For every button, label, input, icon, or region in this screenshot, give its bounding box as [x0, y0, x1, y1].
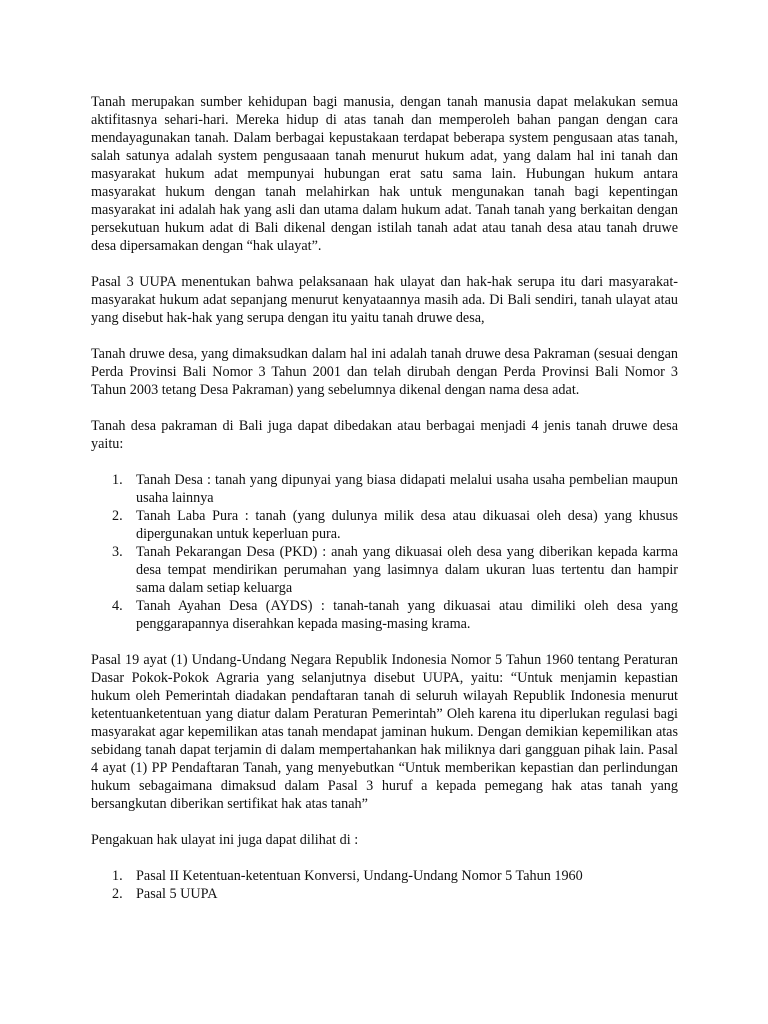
list-item — [91, 597, 678, 633]
list-item-text: Pasal 5 UUPA — [136, 886, 218, 902]
list-item-text: Tanah Ayahan Desa (AYDS) : tanah-tanah yang dikuasai atau dimiliki oleh desa yang penggarapannya diserahkan kepada masing-masing krama. — [136, 598, 678, 632]
list-item — [91, 543, 678, 597]
middle-paragraph-2: Pengakuan hak ulayat ini juga dapat dilihat di : — [91, 832, 359, 848]
list-item-text: Pasal II Ketentuan-ketentuan Konversi, Undang-Undang Nomor 5 Tahun 1960 — [136, 868, 583, 884]
jenis-tanah-list — [91, 471, 678, 633]
list-item-text: Tanah Pekarangan Desa (PKD) : anah yang dikuasai oleh desa yang diberikan kepada karma desa tempat mendirikan perumahan yang lasimnya dalam ukuran luas tertentu dan hampir sama dalam setiap keluarga — [136, 544, 678, 596]
intro-paragraph-2: Pasal 3 UUPA menentukan bahwa pelaksanaan hak ulayat dan hak-hak serupa itu dari masyarakat-masyarakat hukum adat sepanjang menurut kenyataannya masih ada. Di Bali sendiri, tanah ulayat atau yang disebut hak-hak yang serupa dengan itu yaitu tanah druwe desa, — [91, 274, 678, 326]
list-item-number: 1. — [112, 472, 123, 488]
list-item — [91, 867, 678, 885]
list-item-number: 4. — [112, 598, 123, 614]
list-item-number: 3. — [112, 544, 123, 560]
list-item-number: 1. — [112, 868, 123, 884]
list-item — [91, 885, 678, 903]
list-item-text: Tanah Desa : tanah yang dipunyai yang biasa didapati melalui usaha usaha pembelian maupun usaha lainnya — [136, 472, 678, 506]
list-item — [91, 507, 678, 543]
intro-paragraph-1: Tanah merupakan sumber kehidupan bagi manusia, dengan tanah manusia dapat melakukan semua aktifitasnya sehari-hari. Mereka hidup di atas tanah dan memperoleh bahan pangan dengan cara mendayagunakan tanah. Dalam berbagai kepustakaan terdapat beberapa system pengusaan atas tanah, salah satunya adalah system pengusaaan tanah menurut hukum adat, yang dalam hal ini tanah dan masyarakat hukum adat mempunyai hubungan erat satu sama lain. Hubungan hukum antara masyarakat hukum dengan tanah melahirkan hak untuk mengunakan tanah bagi kepentingan masyarakat ini adalah hak yang asli dan utama dalam hukum adat. Tanah tanah yang berkaitan dengan persekutuan hukum adat di Bali dikenal dengan istilah tanah adat atau tanah desa atau tanah druwe desa dipersamakan dengan “hak ulayat”. — [91, 94, 678, 254]
list-item-text: Tanah Laba Pura : tanah (yang dulunya milik desa atau dikuasai oleh desa) yang khusus dipergunakan untuk keperluan pura. — [136, 508, 678, 542]
middle-paragraph-1: Pasal 19 ayat (1) Undang-Undang Negara Republik Indonesia Nomor 5 Tahun 1960 tentang Peraturan Dasar Pokok-Pokok Agraria yang selanjutnya disebut UUPA, yaitu: “Untuk menjamin kepastian hukum oleh Pemerintah diadakan pendaftaran tanah di seluruh wilayah Republik Indonesia menurut ketentuanketentuan yang diatur dalam Peraturan Pemerintah” Oleh karena itu diperlukan regulasi bagi masyarakat agar kepemilikan atas tanah mendapat jaminan hukum. Dengan demikian kepemilikan atas sebidang tanah dapat terjamin di dalam mempertahankan hak miliknya dari gangguan pihak lain. Pasal 4 ayat (1) PP Pendaftaran Tanah, yang menyebutkan “Untuk memberikan kepastian dan perlindungan hukum sebagaimana dimaksud dalam Pasal 3 huruf a kepada pemegang hak atas tanah yang bersangkutan diberikan sertifikat hak atas tanah” — [91, 652, 678, 812]
intro-paragraph-4: Tanah desa pakraman di Bali juga dapat dibedakan atau berbagai menjadi 4 jenis tanah druwe desa yaitu: — [91, 418, 678, 452]
list-item-number: 2. — [112, 508, 123, 524]
intro-paragraph-3: Tanah druwe desa, yang dimaksudkan dalam hal ini adalah tanah druwe desa Pakraman (sesuai dengan Perda Provinsi Bali Nomor 3 Tahun 2001 dan telah dirubah dengan Perda Provinsi Bali Nomor 3 Tahun 2003 tetang Desa Pakraman) yang sebelumnya dikenal dengan nama desa adat. — [91, 346, 678, 398]
list-item — [91, 471, 678, 507]
pengakuan-list — [91, 867, 678, 903]
list-item-number: 2. — [112, 886, 123, 902]
document-page — [91, 93, 678, 921]
